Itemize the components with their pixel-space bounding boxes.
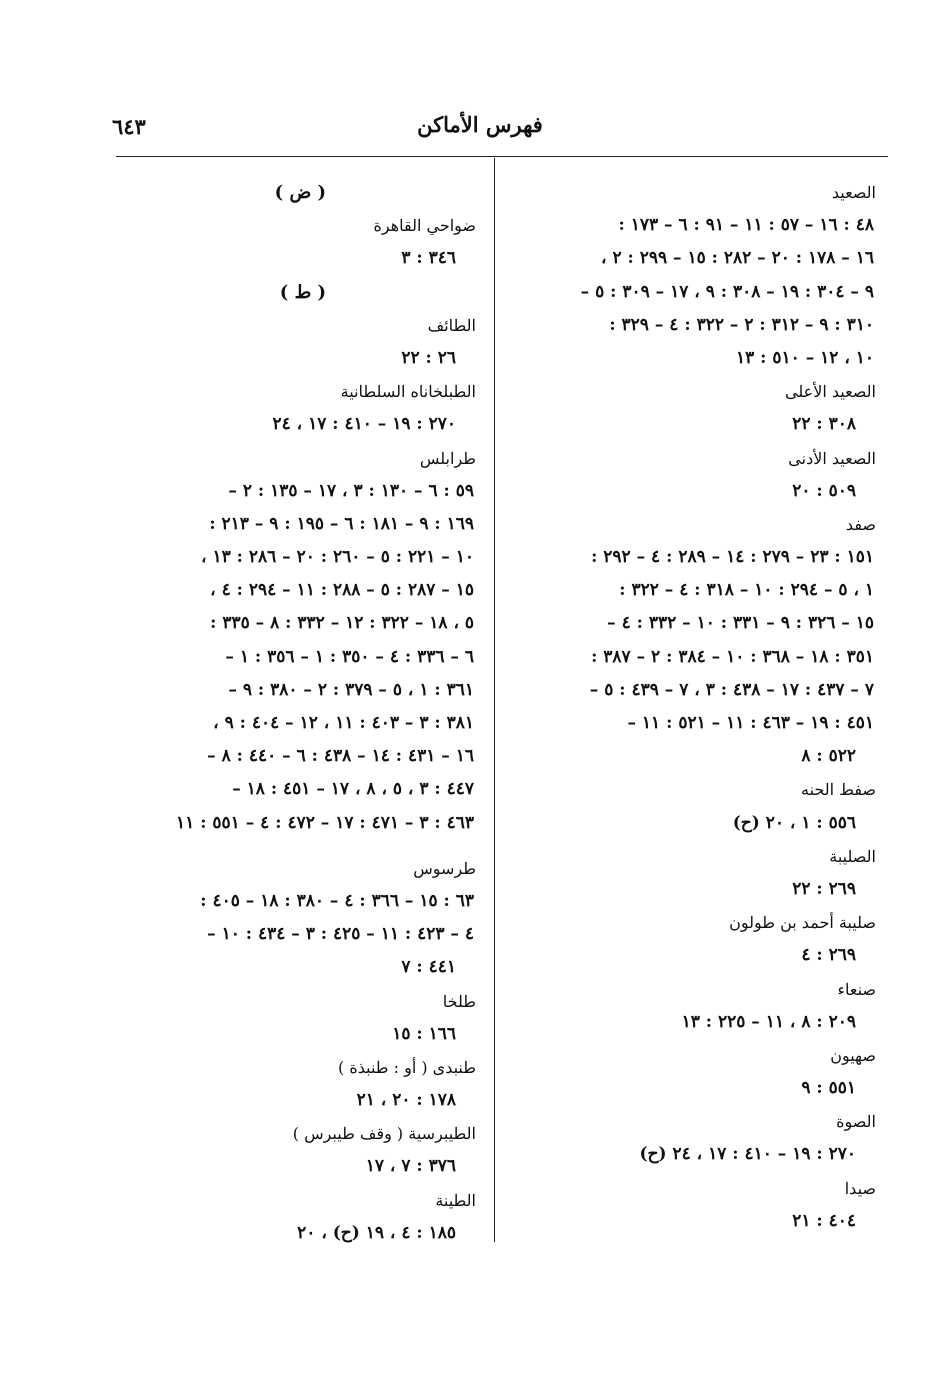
page-number: ٦٤٣ bbox=[112, 114, 146, 139]
page-references: ٥٠٩ : ٢٠ bbox=[792, 480, 856, 501]
place-name: طلخا bbox=[442, 991, 476, 1011]
place-name: صهيون bbox=[830, 1045, 876, 1065]
running-title: فهرس الأماكن bbox=[417, 112, 543, 137]
page-references: ١٦٦ : ١٥ bbox=[392, 1023, 456, 1044]
index-column-left bbox=[112, 176, 476, 1250]
place-name: الصليبة bbox=[829, 846, 876, 866]
page-references: ٤٥١ : ١٩ – ٤٦٣ : ١١ – ٥٢١ : ١١ – bbox=[627, 713, 874, 733]
page-references: ١٥١ : ٢٣ – ٢٧٩ : ١٤ – ٢٨٩ : ٤ – ٢٩٢ : bbox=[591, 547, 874, 568]
page-references: ٥٥٦ : ١ ، ٢٠ (ح) bbox=[732, 812, 856, 833]
place-name: طرابلس bbox=[419, 448, 476, 468]
page-references: ٣٠٨ : ٢٢ bbox=[792, 414, 856, 435]
place-name: صيدا bbox=[844, 1178, 876, 1198]
place-name: صفط الحنه bbox=[800, 780, 876, 800]
page-references: ٤٤١ : ٧ bbox=[401, 957, 456, 978]
page-references: ١ ، ٥ – ٢٩٤ : ١٠ – ٣١٨ : ٤ – ٣٢٢ : bbox=[619, 580, 874, 601]
page-references: ٢٠٩ : ٨ ، ١١ – ٢٢٥ : ١٣ bbox=[681, 1011, 856, 1032]
page-references: ٢٧٠ : ١٩ – ٤١٠ : ١٧ ، ٢٤ (ح) bbox=[639, 1144, 856, 1165]
place-name: الصعيد الأعلى bbox=[785, 382, 876, 402]
page-references: ١٠ – ٢٢١ : ٥ – ٢٦٠ : ٢٠ – ٢٨٦ : ١٣ ، bbox=[201, 547, 474, 568]
page-references: ٤٨ : ١٦ – ٥٧ : ١١ – ٩١ : ٦ – ١٧٣ : bbox=[618, 215, 874, 236]
index-column-right bbox=[512, 176, 876, 1238]
page-references: ١٥ – ٣٢٦ : ٩ – ٣٣١ : ١٠ – ٣٣٢ : ٤ – bbox=[607, 613, 874, 634]
place-name: الصوة bbox=[836, 1112, 876, 1132]
place-name: الطائف bbox=[427, 315, 476, 335]
place-name: الطينة bbox=[435, 1190, 476, 1210]
place-name: صليبة أحمد بن طولون bbox=[729, 913, 876, 933]
place-name: ضواحي القاهرة bbox=[373, 216, 476, 236]
page-references: ٤٤٧ : ٣ ، ٥ ، ٨ ، ١٧ – ٤٥١ : ١٨ – bbox=[232, 779, 474, 800]
page-references: ١٦ – ٤٣١ : ١٤ – ٤٣٨ : ٦ – ٤٤٠ : ٨ – bbox=[207, 746, 474, 767]
page-references: ١٧٨ : ٢٠ ، ٢١ bbox=[356, 1090, 456, 1111]
page-references: ٦ – ٣٣٦ : ٤ – ٣٥٠ : ١ – ٣٥٦ : ١ – bbox=[225, 646, 474, 667]
page-references: ١٥ – ٢٨٧ : ٥ – ٢٨٨ : ١١ – ٢٩٤ : ٤ ، bbox=[210, 580, 474, 601]
page-references: ٥٩ : ٦ – ١٣٠ : ٣ ، ١٧ – ١٣٥ : ٢ – bbox=[228, 480, 474, 501]
page-references: ٢٧٠ : ١٩ – ٤١٠ : ١٧ ، ٢٤ bbox=[272, 414, 456, 435]
spacer bbox=[112, 840, 476, 852]
header-rule bbox=[116, 156, 888, 157]
page-references: ١٨٥ : ٤ ، ١٩ (ح) ، ٢٠ bbox=[297, 1222, 456, 1243]
page-references: ٣٥١ : ١٨ – ٣٦٨ : ١٠ – ٣٨٤ : ٢ – ٣٨٧ : bbox=[591, 646, 874, 667]
page-references: ٢٦ : ٢٢ bbox=[401, 347, 456, 368]
page-references: ٤ – ٤٢٣ : ١١ – ٤٢٥ : ٣ – ٤٣٤ : ١٠ – bbox=[207, 924, 474, 945]
place-name: الطيبرسية ( وقف طيبرس ) bbox=[292, 1124, 476, 1144]
page-references: ٩ – ٣٠٤ : ١٩ – ٣٠٨ : ٩ ، ١٧ – ٣٠٩ : ٥ – bbox=[580, 281, 874, 302]
page-references: ٣٦١ : ١ ، ٥ – ٣٧٩ : ٢ – ٣٨٠ : ٩ – bbox=[228, 679, 474, 700]
page-references: ٣١٠ : ٩ – ٣١٢ : ٢ – ٣٢٢ : ٤ – ٣٢٩ : bbox=[609, 314, 874, 335]
place-name: الطبلخاناه السلطانية bbox=[340, 382, 476, 402]
page-references: ٢٦٩ : ٢٢ bbox=[792, 878, 856, 899]
page-references: ٤٠٤ : ٢١ bbox=[792, 1210, 856, 1231]
section-letter: ( ض ) bbox=[274, 182, 326, 203]
place-name: صفد bbox=[845, 514, 876, 534]
place-name: صنعاء bbox=[837, 979, 876, 999]
page-references: ١٦ – ١٧٨ : ٢٠ – ٢٨٢ : ١٥ – ٢٩٩ : ٢ ، bbox=[601, 248, 874, 269]
column-divider bbox=[494, 158, 495, 1242]
page-references: ٥٥١ : ٩ bbox=[801, 1078, 856, 1099]
page-references: ٣٨١ : ٣ – ٤٠٣ : ١١ ، ١٢ – ٤٠٤ : ٩ ، bbox=[213, 713, 474, 733]
page-references: ٥٢٢ : ٨ bbox=[801, 746, 856, 767]
page-references: ١٠ ، ١٢ – ٥١٠ : ١٣ bbox=[736, 347, 874, 368]
page-references: ٤٦٣ : ٣ – ٤٧١ : ١٧ – ٤٧٢ : ٤ – ٥٥١ : ١١ bbox=[176, 812, 474, 833]
page-references: ٢٦٩ : ٤ bbox=[801, 945, 856, 966]
section-letter: ( ط ) bbox=[279, 281, 326, 303]
page-references: ٦٣ : ١٥ – ٣٦٦ : ٤ – ٣٨٠ : ١٨ – ٤٠٥ : bbox=[200, 890, 474, 911]
place-name: الصعيد الأدنى bbox=[788, 448, 876, 468]
place-name: طنبدى ( أو : طنبذة ) bbox=[338, 1057, 476, 1077]
page-references: ٧ – ٤٣٧ : ١٧ – ٤٣٨ : ٣ ، ٧ – ٤٣٩ : ٥ – bbox=[589, 679, 874, 700]
place-name: طرسوس bbox=[413, 858, 476, 878]
page-references: ٣٤٦ : ٣ bbox=[401, 248, 456, 269]
page-references: ٣٧٦ : ٧ ، ١٧ bbox=[365, 1156, 456, 1177]
place-name: الصعيد bbox=[831, 183, 876, 202]
page-references: ٥ ، ١٨ – ٣٢٢ : ١٢ – ٣٣٢ : ٨ – ٣٣٥ : bbox=[210, 613, 474, 634]
page-references: ١٦٩ : ٩ – ١٨١ : ٦ – ١٩٥ : ٩ – ٢١٣ : bbox=[209, 513, 474, 534]
